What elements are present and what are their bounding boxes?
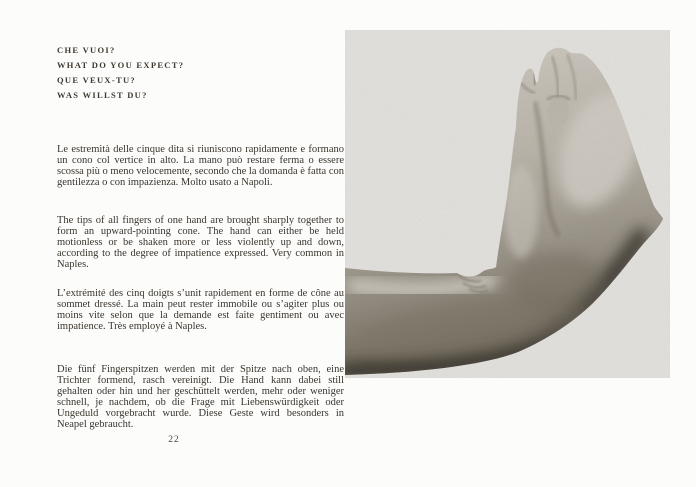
description-german: Die fünf Fingerspitzen werden mit der Spitze nach oben, eine Trichter formend, rasch vereinigt. Die Hand kann dabei still gehalten oder hin und her geschüttelt werden, mehr oder weniger schnell, je nachdem, ob die Frage mit Liebenswürdigkeit oder Ungeduld vorgebracht wurde. Diese Geste wird besonders in Neapel gebraucht. xyxy=(57,363,344,430)
description-french: L’extrémité des cinq doigts s’unit rapidement en forme de cône au sommet dressé. La main peut rester immobile ou s’agiter plus ou moins vite selon que la demande est faite gentiment ou avec impatience. Très employé à Naples. xyxy=(57,287,344,332)
page-number: 22 xyxy=(168,435,180,445)
description-italian: Le estremità delle cinque dita si riuniscono rapidamente e formano un cono col vertice in alto. La mano può restare ferma o essere scossa più o meno velocemente, secondo che la domanda è fatta con gentilezza o con impazienza. Molto usato a Napoli. xyxy=(57,143,344,188)
description-english: The tips of all fingers of one hand are brought sharply together to form an upward-pointing cone. The hand can either be held motionless or be shaken more or less violently up and down, according to the degree of impatience expressed. Very common in Naples. xyxy=(57,214,344,270)
photo-grain-texture xyxy=(345,30,670,378)
gesture-title-italian: CHE VUOI? xyxy=(57,45,116,55)
gesture-titles xyxy=(57,43,344,103)
gesture-title-french: QUE VEUX-TU? xyxy=(57,75,136,85)
hand-photo-illustration xyxy=(345,30,670,378)
gesture-photo xyxy=(345,30,670,378)
gesture-title-english: WHAT DO YOU EXPECT? xyxy=(57,60,185,70)
gesture-title-german: WAS WILLST DU? xyxy=(57,90,148,100)
